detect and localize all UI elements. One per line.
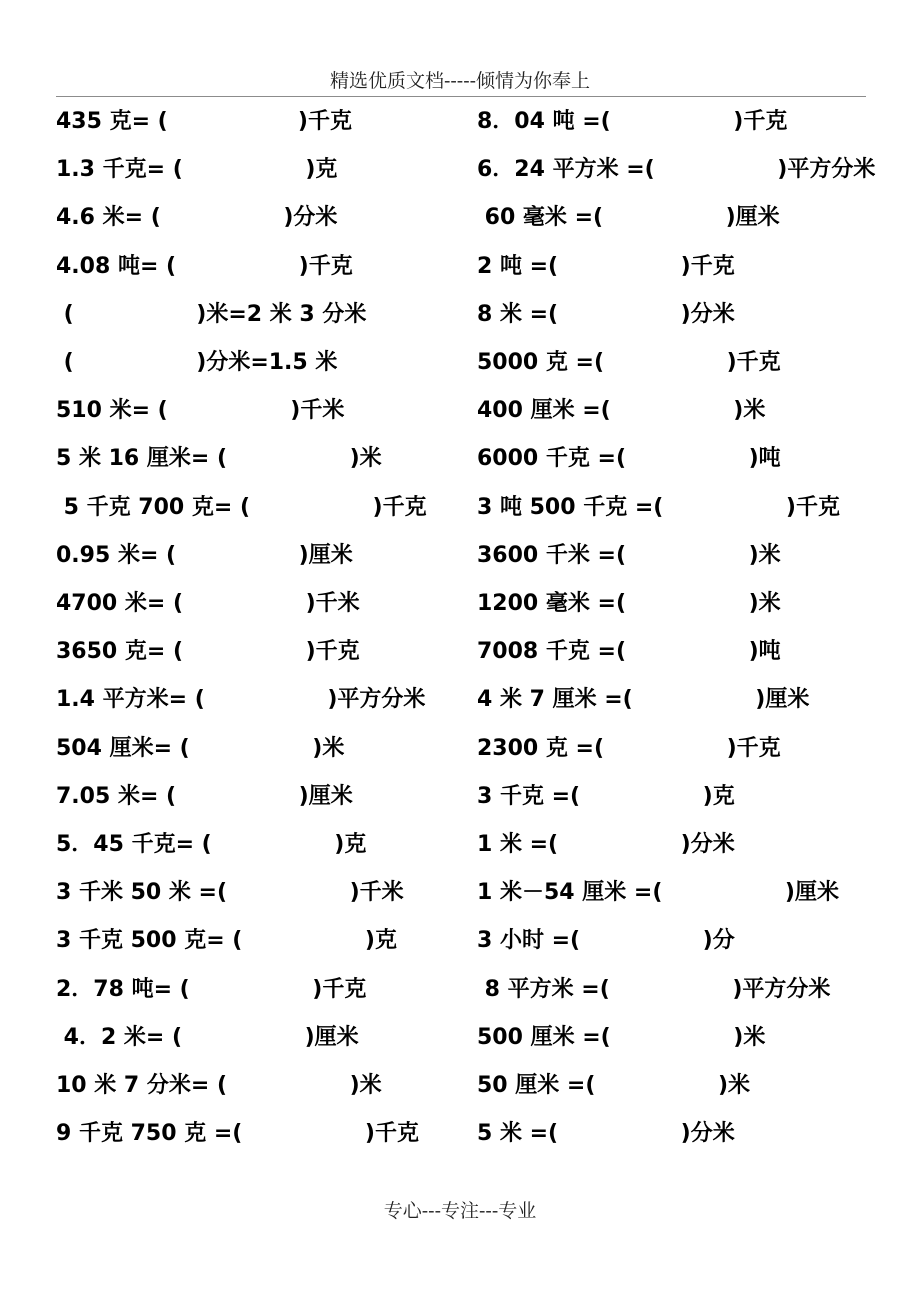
page-footer: 专心---专注---专业	[383, 1200, 537, 1222]
exercise-item: 7008 千克 =( )吨	[477, 639, 781, 665]
exercise-item: 8 米 =( )分米	[477, 301, 735, 327]
exercise-item: ( )米=2 米 3 分米	[56, 301, 367, 327]
exercise-item: 3600 千米 =( )米	[477, 542, 781, 568]
exercise-item: 50 厘米 =( )米	[477, 1073, 751, 1098]
exercise-item: 1 米－54 厘米 =( )厘米	[477, 880, 839, 906]
exercise-item: 4.6 米= ( )分米	[56, 205, 338, 231]
exercise-item: 3650 克= ( )千克	[56, 639, 360, 665]
exercise-item: ( )分米=1.5 米	[56, 350, 338, 375]
exercise-item: 60 毫米 =( )厘米	[477, 205, 780, 231]
exercise-item: 504 厘米= ( )米	[56, 735, 345, 761]
exercise-item: 1200 毫米 =( )米	[477, 591, 781, 616]
exercise-item: 5 米 16 厘米= ( )米	[56, 446, 382, 472]
exercise-item: 7.05 米= ( )厘米	[56, 783, 353, 809]
exercise-item: 6000 千克 =( )吨	[477, 446, 781, 472]
exercise-item: 3 小时 =( )分	[477, 928, 735, 954]
exercise-item: 3 千克 500 克= ( )克	[56, 928, 397, 954]
page-header: 精选优质文档-----倾情为你奉上	[329, 70, 591, 92]
exercise-item: 3 千米 50 米 =( )千米	[56, 880, 404, 906]
exercise-item: 8．04 吨 =( )千克	[477, 109, 788, 134]
exercise-item: 435 克= ( )千克	[56, 109, 352, 134]
exercise-item: 4.08 吨= ( )千克	[56, 253, 353, 279]
exercise-item: 10 米 7 分米= ( )米	[56, 1073, 382, 1098]
exercise-item: 5 米 =( )分米	[477, 1121, 735, 1147]
exercise-item: 0.95 米= ( )厘米	[56, 542, 353, 568]
exercise-item: 9 千克 750 克 =( )千克	[56, 1121, 419, 1147]
exercise-item: 1.4 平方米= ( )平方分米	[56, 687, 426, 713]
exercise-item: 6．24 平方米 =( )平方分米	[477, 157, 876, 183]
exercise-item: 3 千克 =( )克	[477, 783, 735, 809]
exercise-item: 8 平方米 =( )平方分米	[477, 976, 831, 1002]
exercise-item: 510 米= ( )千米	[56, 398, 345, 424]
exercise-item: 5．45 千克= ( )克	[56, 832, 367, 857]
exercise-item: 5000 克 =( )千克	[477, 350, 781, 375]
exercise-item: 400 厘米 =( )米	[477, 398, 766, 424]
exercise-item: 2 吨 =( )千克	[477, 253, 735, 279]
exercise-item: 5 千克 700 克= ( )千克	[56, 494, 427, 520]
exercise-item: 2300 克 =( )千克	[477, 735, 781, 761]
exercise-item: 3 吨 500 千克 =( )千克	[477, 494, 840, 520]
exercise-item: 4 米 7 厘米 =( )厘米	[477, 687, 810, 713]
exercise-item: 2．78 吨= ( )千克	[56, 976, 367, 1002]
exercise-item: 1 米 =( )分米	[477, 832, 735, 857]
exercise-item: 4700 米= ( )千米	[56, 591, 360, 616]
exercise-item: 4．2 米= ( )厘米	[56, 1024, 359, 1050]
exercise-item: 1.3 千克= ( )克	[56, 157, 338, 183]
exercise-item: 500 厘米 =( )米	[477, 1024, 766, 1050]
